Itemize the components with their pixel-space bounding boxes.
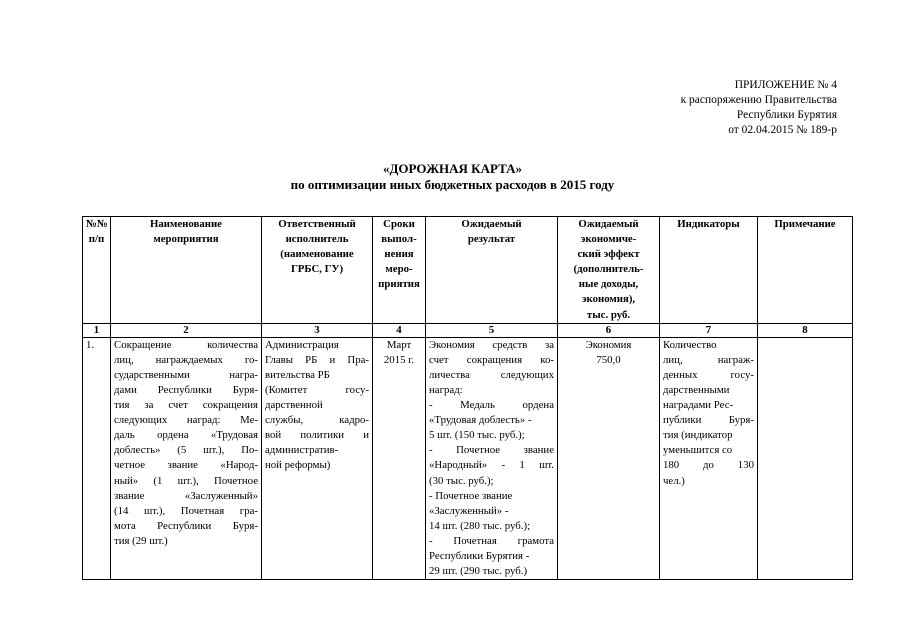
- document-title: [0, 161, 905, 193]
- column-number: 7: [660, 323, 758, 337]
- header-cell-note: Примечание: [758, 217, 853, 324]
- effect-cell: Экономия 750,0: [558, 337, 660, 580]
- column-number: 5: [426, 323, 558, 337]
- annex-header: [681, 78, 837, 138]
- header-cell-result: Ожидаемый результат: [426, 217, 558, 324]
- header-cell-term: Сроки выпол- нения меро- приятия: [373, 217, 426, 324]
- column-number: 2: [111, 323, 262, 337]
- header-cell-number: №№ п/п: [83, 217, 111, 324]
- title-line-1: «ДОРОЖНАЯ КАРТА»: [382, 161, 523, 176]
- annex-title: ПРИЛОЖЕНИЕ № 4: [734, 79, 837, 91]
- header-cell-name: Наименование мероприятия: [111, 217, 262, 324]
- measure-name-cell: Сокращение количества лиц, награждаемых го- сударственными награ- дами Республики Буря- тия за счет сокращения следующих наград: Ме- даль ордена «Трудовая доблесть» (5 шт.), По- четное звание «Народ- ный» (1 шт.), Почетное звание «Заслуженный» (14 шт.), Почетная гра- мота Республики Буря- тия (29 шт.): [111, 337, 262, 580]
- header-cell-executor: Ответственный исполнитель (наименование ГРБС, ГУ): [262, 217, 373, 324]
- roadmap-table: [82, 216, 853, 580]
- header-cell-effect: Ожидаемый экономиче- ский эффект (дополнитель- ные доходы, экономия), тыс. руб.: [558, 217, 660, 324]
- header-row: [83, 217, 853, 324]
- column-number: 3: [262, 323, 373, 337]
- header-cell-indicators: Индикаторы: [660, 217, 758, 324]
- column-number: 4: [373, 323, 426, 337]
- annex-date: от 02.04.2015 № 189-р: [728, 124, 837, 136]
- row-number-cell: 1.: [83, 337, 111, 580]
- annex-line: Республики Бурятия: [736, 109, 837, 121]
- column-number: 1: [83, 323, 111, 337]
- result-cell: Экономия средств за счет сокращения ко- личества следующих наград: - Медаль ордена «Трудовая доблесть» - 5 шт. (150 тыс. руб.); - Почетное звание «Народный» - 1 шт. (30 тыс. руб.); - Почетное звание «Заслуженный» - 14 шт. (280 тыс. руб.); - Почетная грамота Республики Бурятия - 29 шт. (290 тыс. руб.): [426, 337, 558, 580]
- column-number: 6: [558, 323, 660, 337]
- title-line-2: по оптимизации иных бюджетных расходов в 2015 году: [290, 177, 615, 192]
- executor-cell: Администрация Главы РБ и Пра- вительства РБ (Комитет госу- дарственной службы, кадро- вой политики и административ- ной реформы): [262, 337, 373, 580]
- table-row: [83, 337, 853, 580]
- indicators-cell: Количество лиц, награж- денных госу- дарственными наградами Рес- публики Буря- тия (индикатор уменьшится со 180 до 130 чел.): [660, 337, 758, 580]
- term-cell: Март 2015 г.: [373, 337, 426, 580]
- column-number-row: [83, 323, 853, 337]
- column-number: 8: [758, 323, 853, 337]
- note-cell: [758, 337, 853, 580]
- annex-line: к распоряжению Правительства: [680, 94, 837, 106]
